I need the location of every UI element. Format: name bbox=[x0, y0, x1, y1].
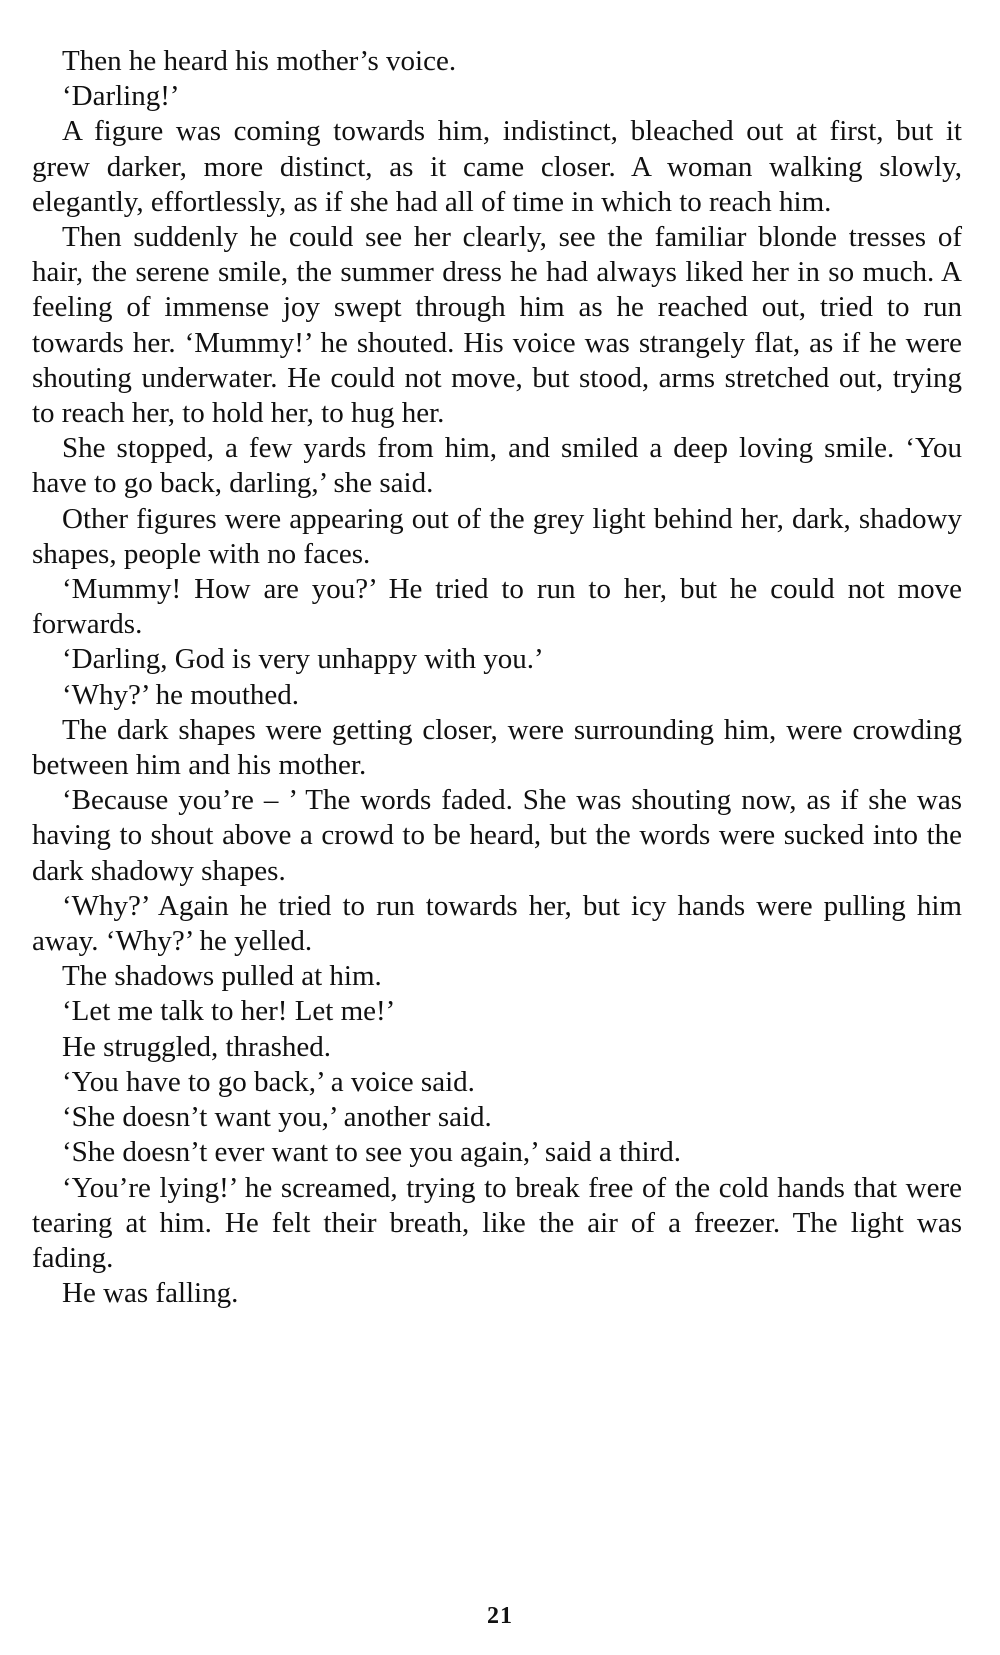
paragraph: ‘Darling, God is very unhappy with you.’ bbox=[62, 643, 544, 676]
paragraph: ‘She doesn’t ever want to see you again,’ said a third. bbox=[62, 1136, 682, 1169]
paragraph: ‘Why?’ Again he tried to run towards her, but icy hands were pulling him away. ‘Why?’ he yelled. bbox=[32, 889, 962, 958]
paragraph: Then he heard his mother’s voice. bbox=[62, 45, 457, 77]
paragraph: The dark shapes were getting closer, were surrounding him, were crowding between him and his mother. bbox=[32, 713, 962, 782]
paragraph: Then suddenly he could see her clearly, see the familiar blonde tresses of hair, the serene smile, the summer dress he had always liked her in so much. A feeling of immense joy swept through him as he reached out, tried to run towards her. ‘Mummy!’ he shouted. His voice was strangely flat, as if he were shouting underwater. He could not move, but stood, arms stretched out, trying to reach her, to hold her, to hug her. bbox=[32, 221, 962, 430]
page-number: 21 bbox=[487, 1603, 513, 1629]
paragraph: He struggled, thrashed. bbox=[62, 1030, 331, 1063]
paragraph: ‘You have to go back,’ a voice said. bbox=[62, 1065, 475, 1098]
paragraph: Other figures were appearing out of the grey light behind her, dark, shadowy shapes, people with no faces. bbox=[32, 502, 962, 570]
paragraph: ‘Mummy! How are you?’ He tried to run to her, but he could not move forwards. bbox=[32, 573, 962, 641]
paragraph: ‘Why?’ he mouthed. bbox=[62, 678, 300, 711]
paragraph: The shadows pulled at him. bbox=[62, 960, 382, 993]
paragraph: ‘You’re lying!’ he screamed, trying to break free of the cold hands that were tearing at him. He felt their breath, like the air of a freezer. The light was fading. bbox=[32, 1171, 962, 1274]
paragraph: ‘She doesn’t want you,’ another said. bbox=[62, 1101, 492, 1134]
body-text bbox=[32, 44, 962, 1311]
paragraph: He was falling. bbox=[62, 1277, 239, 1310]
paragraph: ‘Because you’re – ’ The words faded. She was shouting now, as if she was having to shout above a crowd to be heard, but the words were sucked into the dark shadowy shapes. bbox=[32, 784, 962, 887]
paragraph: She stopped, a few yards from him, and smiled a deep loving smile. ‘You have to go back, darling,’ she said. bbox=[32, 432, 962, 500]
paragraph: ‘Darling!’ bbox=[62, 80, 180, 113]
paragraph: A figure was coming towards him, indistinct, bleached out at first, but it grew darker, more distinct, as it came closer. A woman walking slowly, elegantly, effortlessly, as if she had all of time in which to reach him. bbox=[32, 115, 962, 218]
paragraph: ‘Let me talk to her! Let me!’ bbox=[62, 995, 396, 1028]
